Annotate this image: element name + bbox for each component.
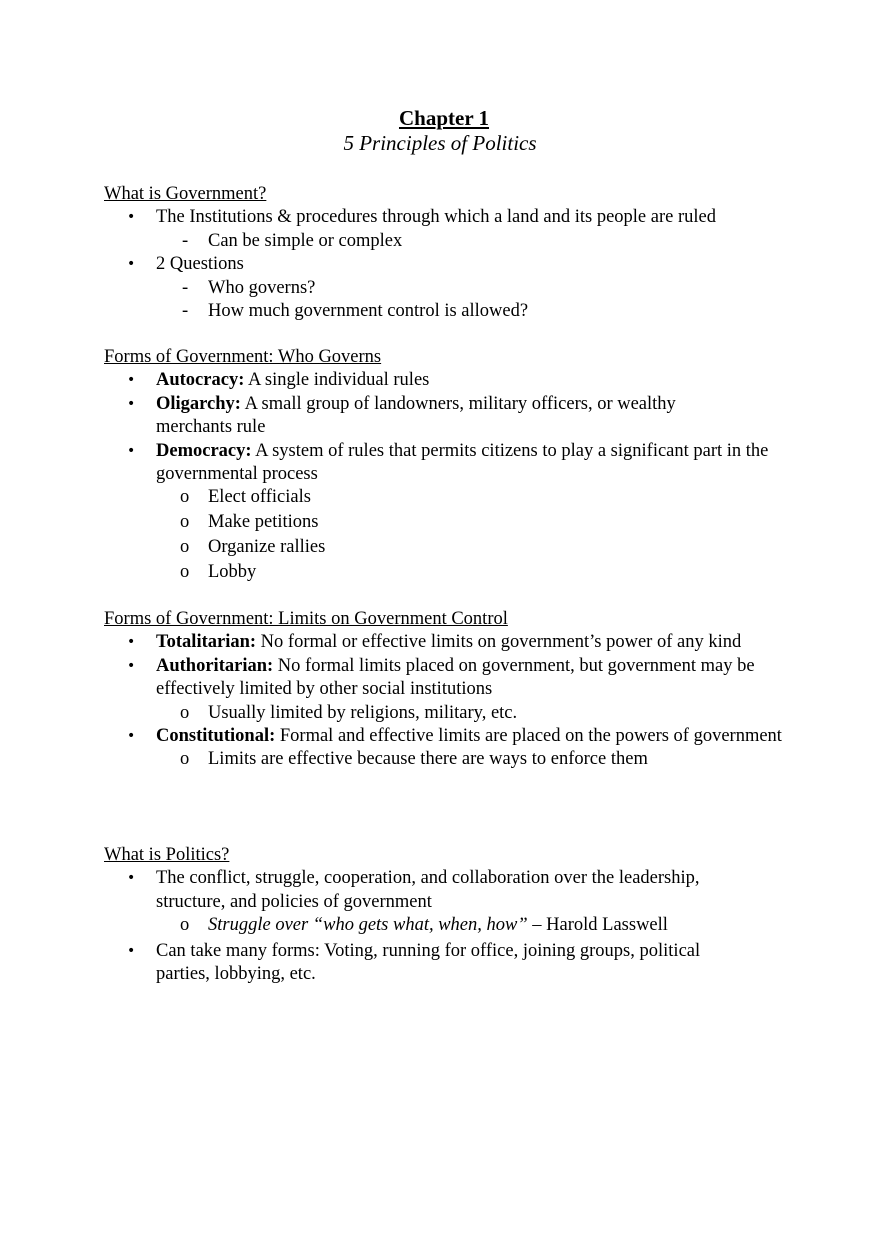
section-heading: Forms of Government: Who Governs [104,347,382,367]
section-heading: What is Politics? [104,845,230,865]
sub-list-item: o Usually limited by religions, military, etc. [104,702,794,725]
list-item [104,655,794,702]
definition: No formal or effective limits on government’s power of any kind [256,632,742,653]
definition: A small group of landowners, military officers, or wealthy merchants rule [156,393,676,438]
section-who-governs [104,346,794,584]
list-item [104,393,794,440]
term: Oligarchy: [156,393,241,414]
sub-list-item: o Lobby [104,561,794,584]
section-heading: What is Government? [104,184,267,204]
term: Autocracy: [156,370,245,391]
list-item [104,440,794,487]
sub-list-item: o Make petitions [104,511,794,534]
section-limits-on-control [104,608,794,772]
definition: A system of rules that permits citizens to play a significant part in the governmental process [156,440,769,485]
sub-list-item [104,914,794,937]
quote: Struggle over “who gets what, when, how” [208,915,528,936]
definition: A single individual rules [244,370,430,391]
section-what-is-politics [104,844,794,986]
section-what-is-government [104,183,794,323]
section-heading: Forms of Government: Limits on Government Control [104,609,508,629]
sub-list-item: - Can be simple or complex [104,230,794,253]
definition: No formal limits placed on government, but government may be effectively limited by other social institutions [156,655,755,700]
term: Democracy: [156,440,252,461]
chapter-title: Chapter 1 [398,106,490,130]
list-item: • Can take many forms: Voting, running for office, joining groups, political parties, lobbying, etc. [104,940,794,987]
list-item: • The Institutions & procedures through which a land and its people are ruled [104,206,794,229]
sub-list-item: o Limits are effective because there are ways to enforce them [104,748,794,771]
definition: Formal and effective limits are placed on the powers of government [275,726,782,747]
list-item: • 2 Questions [104,253,794,276]
sub-list-item: - Who governs? [104,277,794,300]
list-item [104,631,794,654]
chapter-subtitle: 5 Principles of Politics [343,131,537,155]
term: Authoritarian: [156,655,274,676]
term: Totalitarian: [156,632,257,653]
list-item [104,369,794,392]
sub-list-item: o Organize rallies [104,536,794,559]
list-item [104,725,794,748]
sub-list-item: o Elect officials [104,486,794,509]
term: Constitutional: [156,726,276,747]
sub-list-item: - How much government control is allowed? [104,300,794,323]
quote-attribution: – Harold Lasswell [527,915,668,936]
list-item: • The conflict, struggle, cooperation, and collaboration over the leadership, structure, and policies of government [104,867,794,914]
